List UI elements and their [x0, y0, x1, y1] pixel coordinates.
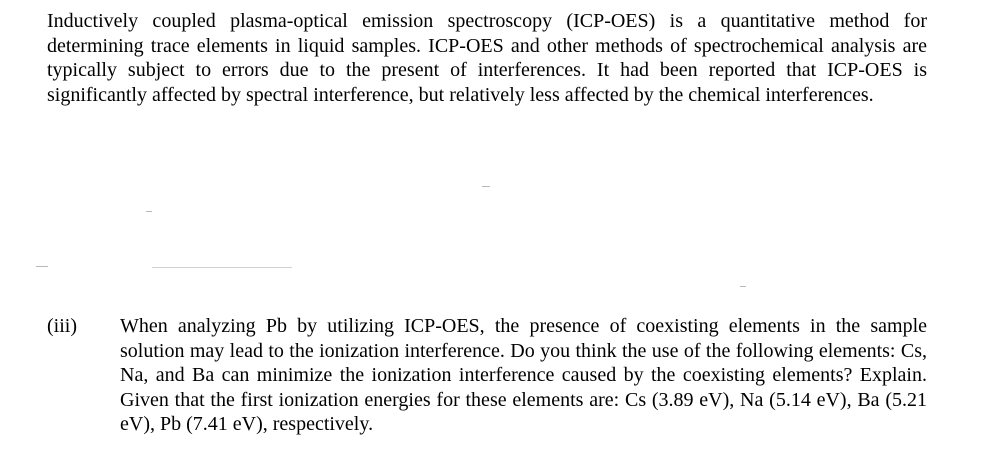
scan-artifact [152, 267, 292, 268]
scan-artifact [482, 186, 490, 187]
scan-artifact [146, 211, 152, 212]
intro-paragraph: Inductively coupled plasma-optical emission spectroscopy (ICP-OES) is a quantitative method for determining trace elements in liquid samples. ICP-OES and other methods of spectrochemical analysis are typically subject to errors due to the present of interferences. It had been reported that ICP-OES is significantly affected by spectral interference, but relatively less affected by the chemical interferences. [47, 10, 927, 106]
question-text: When analyzing Pb by utilizing ICP-OES, the presence of coexisting elements in the sample solution may lead to the ionization interference. Do you think the use of the following elements: Cs, Na, and Ba can minimize the ionization interference caused by the coexisting elements? Explain. Given that the first ionization energies for these elements are: Cs (3.89 eV), Na (5.14 eV), Ba (5.21 eV), Pb (7.41 eV), respectively. [120, 315, 927, 436]
question-marker: (iii) [47, 315, 77, 337]
scan-artifact [36, 266, 48, 267]
scan-artifact [740, 286, 746, 287]
